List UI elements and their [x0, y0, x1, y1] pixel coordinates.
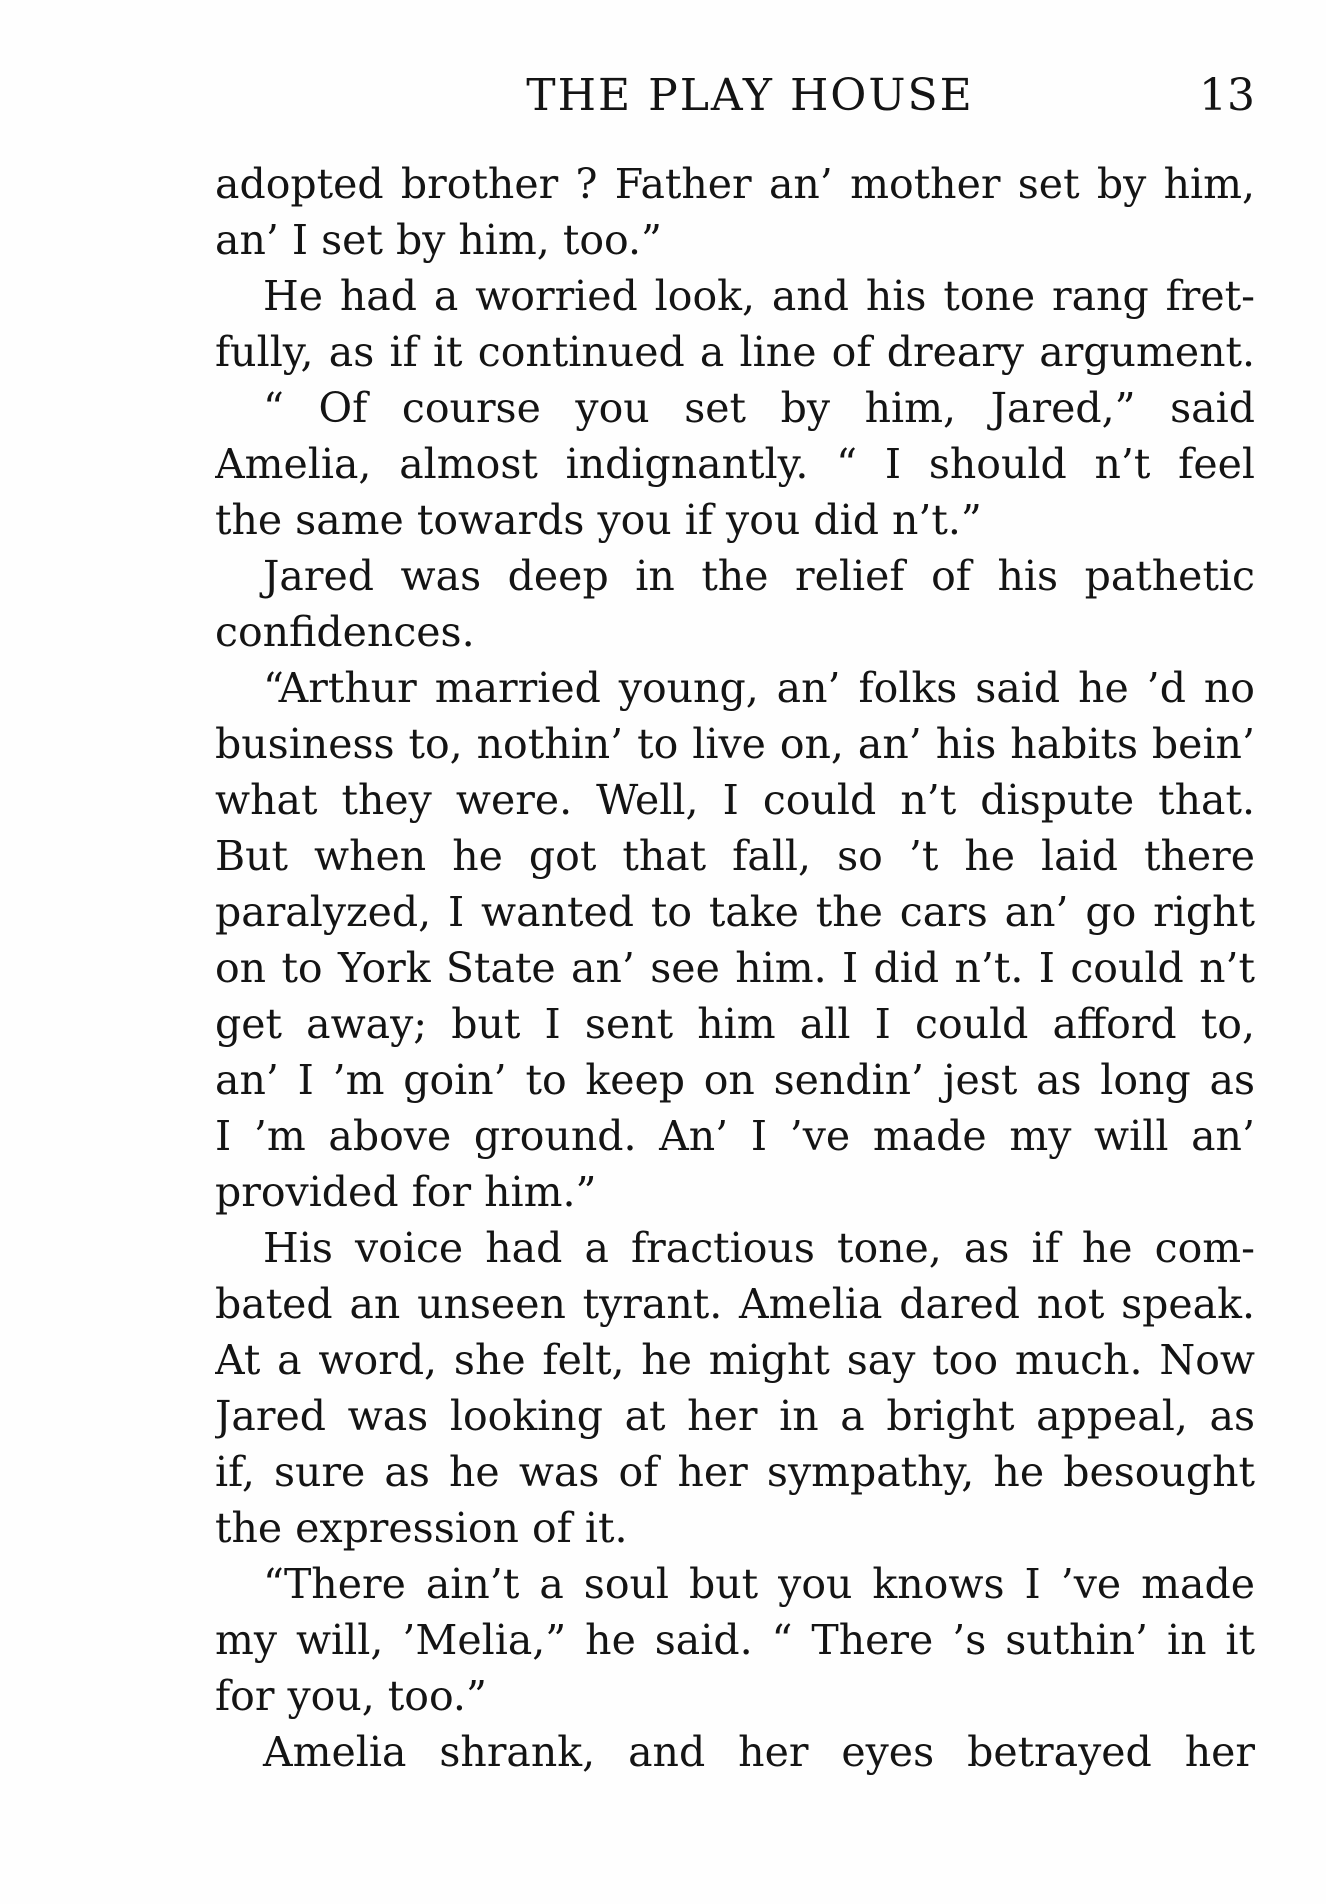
- text-line: At a word, she felt, he might say too much. Now: [215, 1336, 1255, 1384]
- text-line: get away; but I sent him all I could afford to,: [215, 1000, 1255, 1048]
- text-line: an’ I ’m goin’ to keep on sendin’ jest as long as: [215, 1056, 1255, 1104]
- text-line: if, sure as he was of her sympathy, he besought: [215, 1448, 1255, 1496]
- text-line: Amelia, almost indignantly. “ I should n’t feel: [215, 440, 1255, 488]
- text-line: an’ I set by him, too.”: [215, 216, 662, 264]
- text-line: “ Of course you set by him, Jared,” said: [263, 384, 1255, 432]
- text-line: on to York State an’ see him. I did n’t. I could n’t: [215, 944, 1255, 992]
- body-text: [215, 156, 1255, 1780]
- text-line: the same towards you if you did n’t.”: [215, 496, 982, 544]
- text-line: His voice had a fractious tone, as if he com-: [263, 1224, 1255, 1272]
- text-line: I ’m above ground. An’ I ’ve made my will an’: [215, 1112, 1255, 1160]
- text-line: confidences.: [215, 608, 475, 656]
- text-line: He had a worried look, and his tone rang fret-: [263, 272, 1255, 320]
- text-line: the expression of it.: [215, 1504, 628, 1552]
- text-line: “There ain’t a soul but you knows I ’ve made: [263, 1560, 1255, 1608]
- text-line: provided for him.”: [215, 1168, 597, 1216]
- text-line: bated an unseen tyrant. Amelia dared not speak.: [215, 1280, 1255, 1328]
- text-line: paralyzed, I wanted to take the cars an’ go right: [215, 888, 1255, 936]
- running-title: THE PLAY HOUSE: [526, 70, 974, 121]
- text-line: Jared was looking at her in a bright appeal, as: [215, 1392, 1255, 1440]
- text-line: Jared was deep in the relief of his pathetic: [263, 552, 1255, 600]
- text-line: Amelia shrank, and her eyes betrayed her: [263, 1728, 1255, 1776]
- text-line: fully, as if it continued a line of dreary argument.: [215, 328, 1255, 376]
- text-line: adopted brother ? Father an’ mother set by him,: [215, 160, 1255, 208]
- text-line: “Arthur married young, an’ folks said he ’d no: [263, 664, 1255, 712]
- text-line: But when he got that fall, so ’t he laid there: [215, 832, 1255, 880]
- text-line: my will, ’Melia,” he said. “ There ’s suthin’ in it: [215, 1616, 1255, 1664]
- text-line: business to, nothin’ to live on, an’ his habits bein’: [215, 720, 1255, 768]
- page-header: [215, 66, 1255, 126]
- text-line: what they were. Well, I could n’t dispute that.: [215, 776, 1255, 824]
- page-number: 13: [1199, 70, 1255, 121]
- text-line: for you, too.”: [215, 1672, 487, 1720]
